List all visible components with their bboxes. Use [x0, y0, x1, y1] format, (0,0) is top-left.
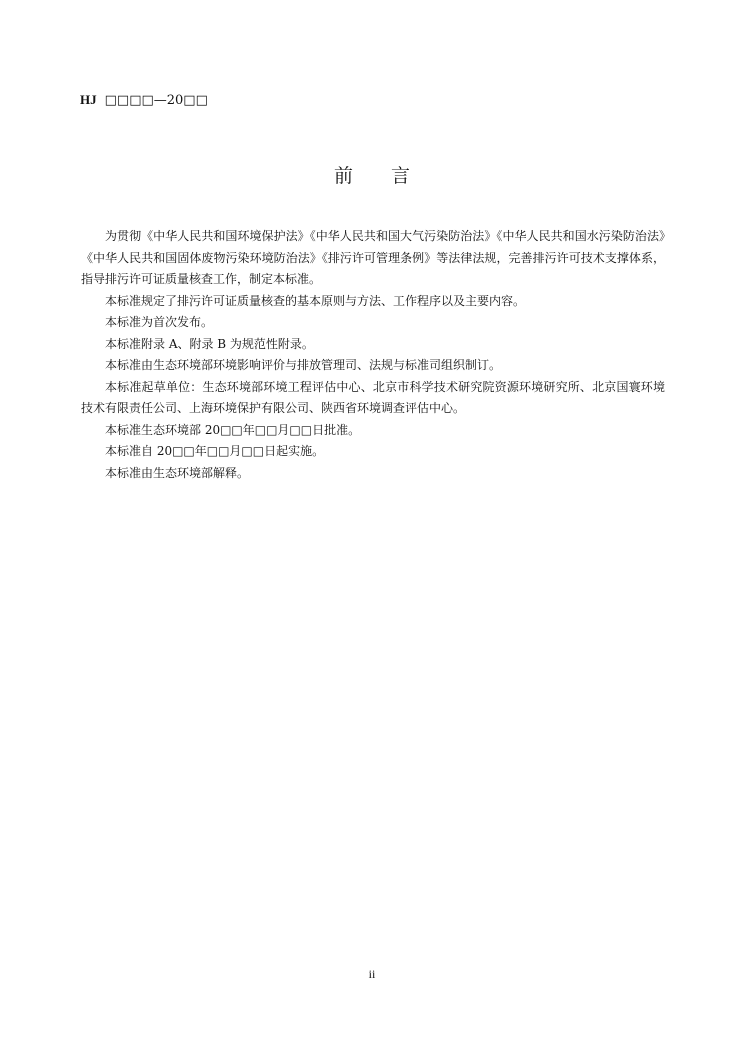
title-char-2: 言: [391, 165, 411, 187]
standard-prefix: HJ: [80, 92, 97, 107]
paragraph-approval: 本标准生态环境部 20□□年□□月□□日批准。: [105, 422, 361, 437]
title-char-1: 前: [333, 165, 353, 187]
page-number: ii: [368, 967, 376, 981]
paragraph-first-release: 本标准为首次发布。: [105, 315, 214, 329]
standard-number: □□□□—20□□: [104, 93, 208, 108]
paragraph-drafting-units: 本标准起草单位：生态环境部环境工程评估中心、北京市科学技术研究院资源环境研究所、北京国寰环境技术有限责任公司、上海环境保护有限公司、陕西省环境调查评估中心。: [81, 379, 665, 415]
paragraph-appendix: 本标准附录 A、附录 B 为规范性附录。: [105, 336, 314, 351]
paragraph-organizer: 本标准由生态环境部环境影响评价与排放管理司、法规与标准司组织制订。: [105, 358, 502, 372]
standard-header: [80, 92, 208, 109]
paragraph-interpretation: 本标准由生态环境部解释。: [105, 465, 250, 480]
paragraph-implementation: 本标准自 20□□年□□月□□日起实施。: [105, 444, 325, 458]
paragraph-scope: 本标准规定了排污许可证质量核查的基本原则与方法、工作程序以及主要内容。: [105, 293, 526, 308]
preface-body: [81, 226, 665, 484]
paragraph-purpose: 为贯彻《中华人民共和国环境保护法》《中华人民共和国大气污染防治法》《中华人民共和国水污染防治法》《中华人民共和国固体废物污染环境防治法》《排污许可管理条例》等法律法规，完善排污许可技术支撑体系，指导排污许可证质量核查工作，制定本标准。: [81, 229, 665, 286]
section-title: [0, 164, 744, 188]
